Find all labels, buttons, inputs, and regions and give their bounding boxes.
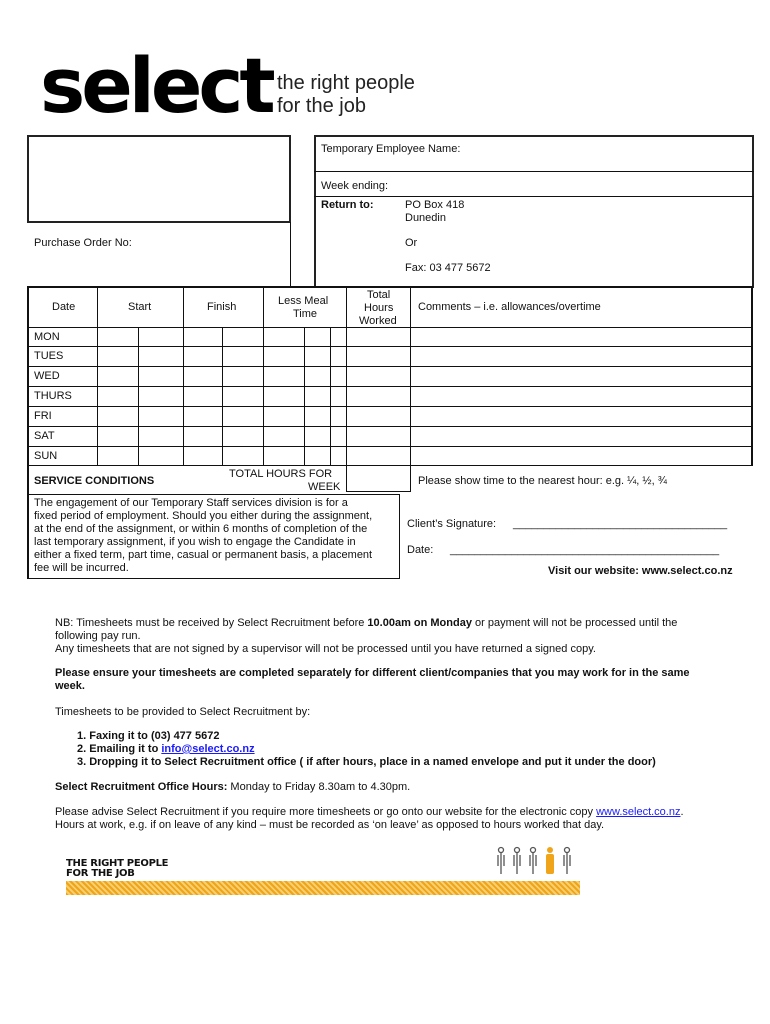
row-label-mon: MON xyxy=(34,331,60,343)
company-stamp-box[interactable] xyxy=(27,135,291,223)
website-link[interactable]: www.select.co.nz xyxy=(596,806,681,818)
provided-by-text: Timesheets to be provided to Select Recruitment by: xyxy=(55,706,311,718)
select-logo: select xyxy=(40,41,272,130)
total-hours-label-1: TOTAL HOURS FOR xyxy=(229,468,333,480)
nb-note xyxy=(55,617,735,656)
ensure-note: Please ensure your timesheets are completed separately for different client/companies that you may work for in the same week. xyxy=(55,667,690,692)
row-label-sun: SUN xyxy=(34,450,58,462)
week-ending-label: Week ending: xyxy=(321,180,389,192)
people-figures-icon xyxy=(495,846,580,876)
col-total-header-2: Hours xyxy=(364,302,394,314)
method-fax: 1. Faxing it to (03) 477 5672 xyxy=(77,730,220,742)
client-signature-field[interactable]: ___________________________________ xyxy=(513,518,728,530)
advise-note: Please advise Select Recruitment if you require more timesheets or go onto our website for the electronic copy www.select.co.nz. Hours at work, e.g. if on leave of any kind – must be recorded as ‘on leave’ as opposed to hours worked that day. xyxy=(55,806,745,832)
office-hours: Select Recruitment Office Hours: Monday to Friday 8.30am to 4.30pm. xyxy=(55,781,411,793)
fax-label: Fax: 03 477 5672 xyxy=(405,262,491,274)
website-note: Visit our website: www.select.co.nz xyxy=(548,565,733,577)
footer-tagline: THE RIGHT PEOPLE FOR THE JOB xyxy=(66,858,169,879)
row-label-fri: FRI xyxy=(34,410,52,422)
col-comments-header: Comments – i.e. allowances/overtime xyxy=(418,301,601,313)
employee-name-field[interactable] xyxy=(470,140,750,168)
tagline xyxy=(277,72,415,118)
col-less-meal-header-1: Less Meal xyxy=(278,295,329,307)
row-label-wed: WED xyxy=(34,370,60,382)
method-drop-off: 3. Dropping it to Select Recruitment office ( if after hours, place in a named envelope and put it under the door) xyxy=(77,756,656,768)
service-conditions-text: The engagement of our Temporary Staff services division is for a fixed period of employment. Should you either during the assignment, at the end of the assignment, or within 6 months of completion of the last temporary assignment, if you wish to engage the Candidate in either a fixed term, part time, casual or permanent basis, a placement fee will be incurred. xyxy=(34,497,373,574)
client-signature-label: Client’s Signature: xyxy=(407,518,497,530)
row-label-thurs: THURS xyxy=(34,390,72,402)
method-email: 2. Emailing it to info@select.co.nz xyxy=(77,743,255,755)
col-date-header: Date xyxy=(52,301,76,313)
nearest-hour-note: Please show time to the nearest hour: e.g. ¼, ½, ¾ xyxy=(418,475,667,487)
total-hours-label-2: WEEK xyxy=(308,481,341,493)
return-to-label: Return to: xyxy=(321,199,374,211)
nb-line3: Any timesheets that are not signed by a supervisor will not be processed until you have returned a signed copy. xyxy=(55,643,596,655)
total-hours-field[interactable] xyxy=(349,468,407,488)
email-link[interactable]: info@select.co.nz xyxy=(161,743,255,755)
service-conditions-heading: SERVICE CONDITIONS xyxy=(34,475,155,487)
tagline-line2: for the job xyxy=(277,95,366,117)
po-box-line1: PO Box 418 xyxy=(405,199,465,211)
submission-methods xyxy=(77,730,757,769)
col-total-header-3: Worked xyxy=(359,315,397,327)
leave-note: Hours at work, e.g. if on leave of any kind – must be recorded as ‘on leave’ as opposed to hours worked that day. xyxy=(55,819,605,831)
col-total-header-1: Total xyxy=(367,289,391,301)
po-box-line2: Dunedin xyxy=(405,212,446,224)
col-less-meal-header-2: Time xyxy=(293,308,318,320)
date-label: Date: xyxy=(407,544,434,556)
or-label: Or xyxy=(405,237,418,249)
footer-decorative-strip xyxy=(66,881,580,895)
row-label-sat: SAT xyxy=(34,430,55,442)
tagline-line1: the right people xyxy=(277,72,415,94)
col-finish-header: Finish xyxy=(207,301,237,313)
nb-line2: following pay run. xyxy=(55,630,141,642)
employee-name-label: Temporary Employee Name: xyxy=(321,143,461,155)
date-field[interactable]: ____________________________________________ xyxy=(450,544,720,556)
purchase-order-label: Purchase Order No: xyxy=(34,237,132,249)
purchase-order-field[interactable] xyxy=(140,232,285,252)
week-ending-field[interactable] xyxy=(395,174,745,194)
nb-line1: NB: Timesheets must be received by Select Recruitment before 10.00am on Monday or payment will not be processed until the xyxy=(55,617,678,629)
row-label-tues: TUES xyxy=(34,350,64,362)
col-start-header: Start xyxy=(128,301,152,313)
